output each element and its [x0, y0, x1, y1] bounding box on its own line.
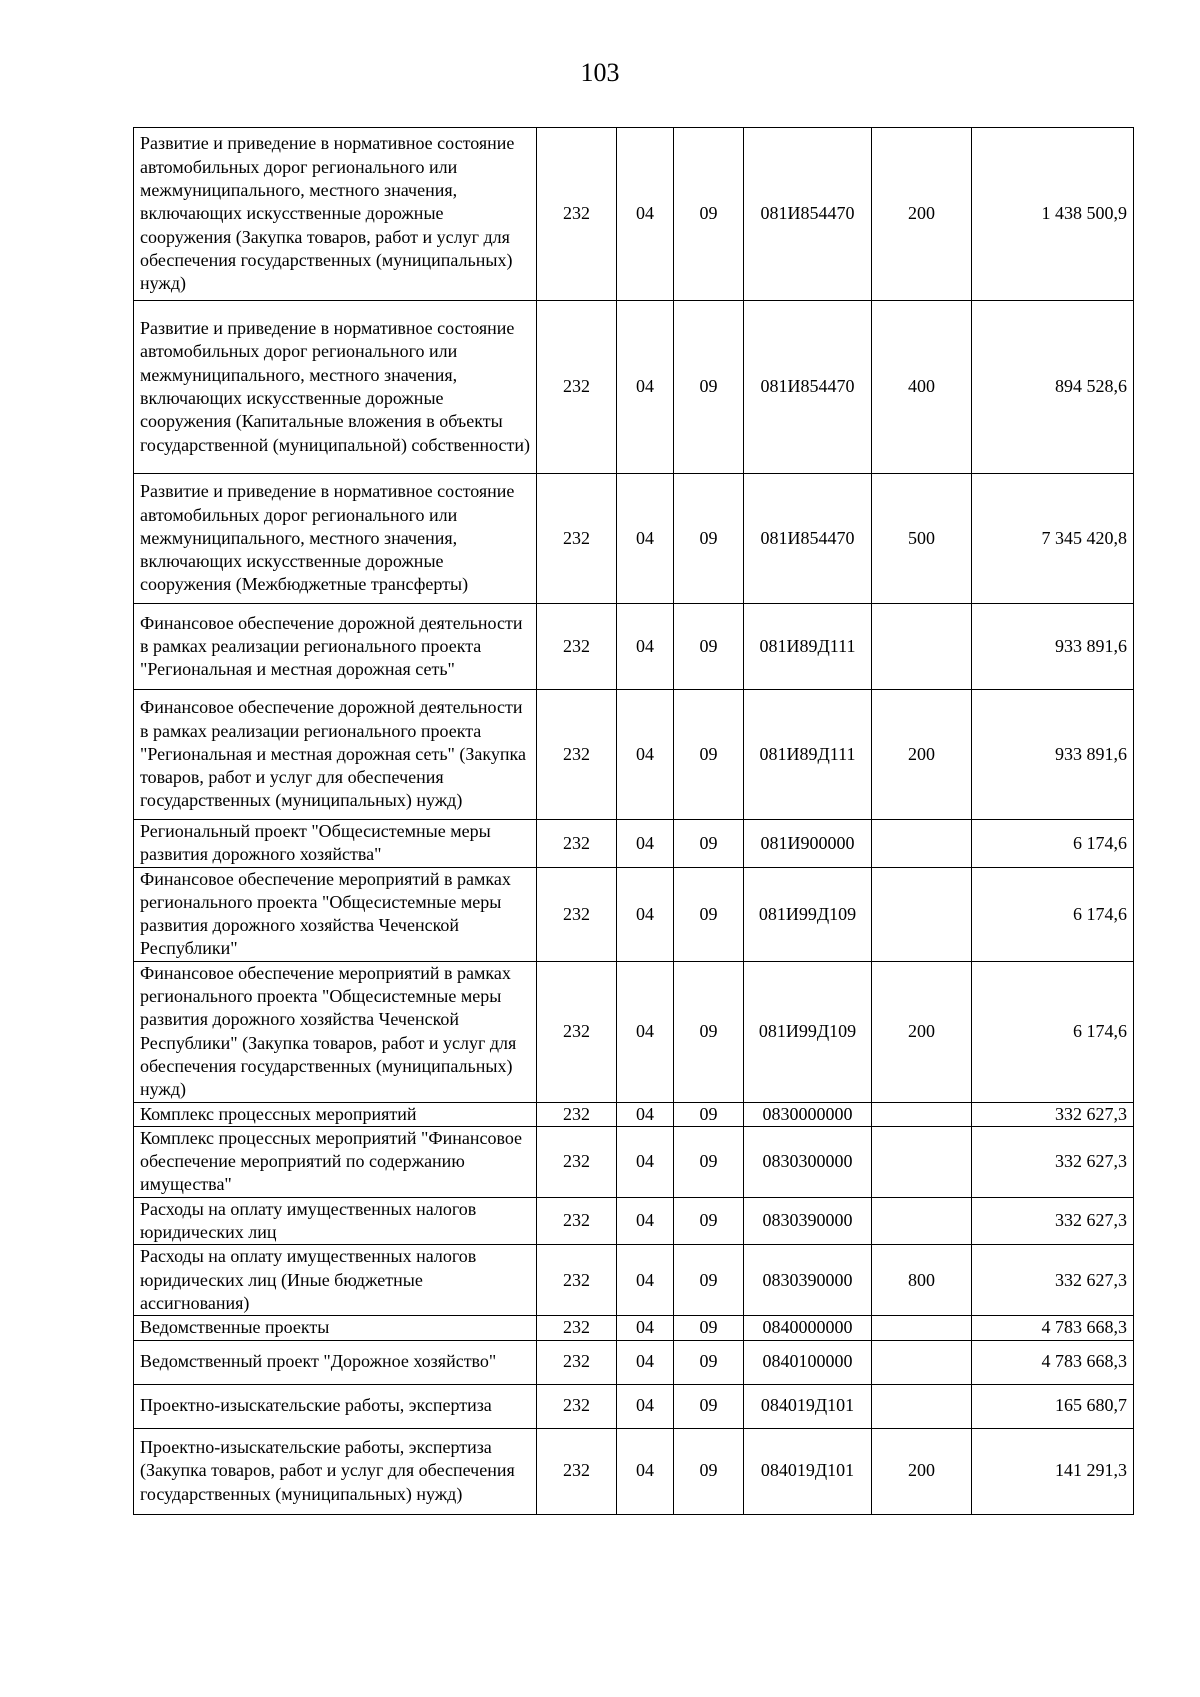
expense-name-cell: Развитие и приведение в нормативное состояние автомобильных дорог регионального или межмуниципального, местного значения, включающих искусственные дорожные сооружения (Капитальные вложения в объекты государственной (муниципальной) собственности)	[134, 301, 537, 474]
target-article-cell: 0840000000	[744, 1316, 872, 1340]
section-code-cell: 04	[617, 301, 674, 474]
target-article-cell: 081И89Д111	[744, 604, 872, 690]
expense-type-cell: 200	[872, 961, 972, 1102]
subsection-code-cell: 09	[674, 474, 744, 604]
section-code-cell: 04	[617, 1428, 674, 1514]
section-code-cell: 04	[617, 867, 674, 961]
target-article-cell: 081И854470	[744, 128, 872, 301]
table-row	[134, 1126, 1134, 1197]
table-row	[134, 1197, 1134, 1245]
expense-type-cell	[872, 820, 972, 868]
target-article-cell: 081И89Д111	[744, 690, 872, 820]
ministry-code-cell: 232	[537, 1197, 617, 1245]
table-row	[134, 474, 1134, 604]
expense-name-cell: Ведомственный проект "Дорожное хозяйство"	[134, 1340, 537, 1384]
expense-name-cell: Проектно-изыскательские работы, экспертиза (Закупка товаров, работ и услуг для обеспечения государственных (муниципальных) нужд)	[134, 1428, 537, 1514]
expense-type-cell: 200	[872, 1428, 972, 1514]
subsection-code-cell: 09	[674, 1340, 744, 1384]
section-code-cell: 04	[617, 1197, 674, 1245]
expense-type-cell	[872, 1102, 972, 1126]
table-row	[134, 128, 1134, 301]
subsection-code-cell: 09	[674, 1197, 744, 1245]
section-code-cell: 04	[617, 820, 674, 868]
target-article-cell: 081И854470	[744, 301, 872, 474]
expense-type-cell: 200	[872, 128, 972, 301]
expense-name-cell: Расходы на оплату имущественных налогов юридических лиц (Иные бюджетные ассигнования)	[134, 1245, 537, 1316]
amount-cell: 1 438 500,9	[972, 128, 1134, 301]
ministry-code-cell: 232	[537, 961, 617, 1102]
section-code-cell: 04	[617, 1340, 674, 1384]
subsection-code-cell: 09	[674, 301, 744, 474]
table-row	[134, 1102, 1134, 1126]
table-row	[134, 820, 1134, 868]
table-row	[134, 1245, 1134, 1316]
expense-name-cell: Развитие и приведение в нормативное состояние автомобильных дорог регионального или межмуниципального, местного значения, включающих искусственные дорожные сооружения (Межбюджетные трансферты)	[134, 474, 537, 604]
expense-type-cell	[872, 1316, 972, 1340]
target-article-cell: 0830390000	[744, 1245, 872, 1316]
subsection-code-cell: 09	[674, 867, 744, 961]
ministry-code-cell: 232	[537, 820, 617, 868]
expense-name-cell: Расходы на оплату имущественных налогов юридических лиц	[134, 1197, 537, 1245]
amount-cell: 6 174,6	[972, 867, 1134, 961]
subsection-code-cell: 09	[674, 961, 744, 1102]
expense-name-cell: Комплекс процессных мероприятий "Финансовое обеспечение мероприятий по содержанию имущества"	[134, 1126, 537, 1197]
section-code-cell: 04	[617, 128, 674, 301]
ministry-code-cell: 232	[537, 128, 617, 301]
amount-cell: 4 783 668,3	[972, 1340, 1134, 1384]
expense-name-cell: Финансовое обеспечение мероприятий в рамках регионального проекта "Общесистемные меры развития дорожного хозяйства Чеченской Республики"	[134, 867, 537, 961]
section-code-cell: 04	[617, 690, 674, 820]
subsection-code-cell: 09	[674, 128, 744, 301]
table-row	[134, 1316, 1134, 1340]
table-body	[134, 128, 1134, 1515]
expense-type-cell: 400	[872, 301, 972, 474]
ministry-code-cell: 232	[537, 1102, 617, 1126]
subsection-code-cell: 09	[674, 820, 744, 868]
ministry-code-cell: 232	[537, 1428, 617, 1514]
subsection-code-cell: 09	[674, 1428, 744, 1514]
amount-cell: 7 345 420,8	[972, 474, 1134, 604]
expense-name-cell: Региональный проект "Общесистемные меры развития дорожного хозяйства"	[134, 820, 537, 868]
amount-cell: 165 680,7	[972, 1384, 1134, 1428]
expense-type-cell: 500	[872, 474, 972, 604]
table-row	[134, 1428, 1134, 1514]
target-article-cell: 0830000000	[744, 1102, 872, 1126]
section-code-cell: 04	[617, 1102, 674, 1126]
target-article-cell: 081И900000	[744, 820, 872, 868]
expense-type-cell	[872, 867, 972, 961]
subsection-code-cell: 09	[674, 1245, 744, 1316]
amount-cell: 933 891,6	[972, 604, 1134, 690]
ministry-code-cell: 232	[537, 1245, 617, 1316]
section-code-cell: 04	[617, 1126, 674, 1197]
target-article-cell: 081И99Д109	[744, 961, 872, 1102]
amount-cell: 332 627,3	[972, 1126, 1134, 1197]
expense-name-cell: Финансовое обеспечение мероприятий в рамках регионального проекта "Общесистемные меры развития дорожного хозяйства Чеченской Республики" (Закупка товаров, работ и услуг для обеспечения государственных (муниципальных) нужд)	[134, 961, 537, 1102]
amount-cell: 6 174,6	[972, 961, 1134, 1102]
ministry-code-cell: 232	[537, 1340, 617, 1384]
ministry-code-cell: 232	[537, 301, 617, 474]
amount-cell: 6 174,6	[972, 820, 1134, 868]
target-article-cell: 081И99Д109	[744, 867, 872, 961]
amount-cell: 4 783 668,3	[972, 1316, 1134, 1340]
amount-cell: 332 627,3	[972, 1102, 1134, 1126]
expense-type-cell: 200	[872, 690, 972, 820]
amount-cell: 332 627,3	[972, 1197, 1134, 1245]
budget-table	[133, 127, 1134, 1515]
expense-type-cell	[872, 1126, 972, 1197]
expense-type-cell	[872, 604, 972, 690]
ministry-code-cell: 232	[537, 604, 617, 690]
table-row	[134, 867, 1134, 961]
amount-cell: 933 891,6	[972, 690, 1134, 820]
target-article-cell: 0840100000	[744, 1340, 872, 1384]
ministry-code-cell: 232	[537, 1126, 617, 1197]
ministry-code-cell: 232	[537, 1384, 617, 1428]
target-article-cell: 081И854470	[744, 474, 872, 604]
section-code-cell: 04	[617, 1316, 674, 1340]
subsection-code-cell: 09	[674, 1316, 744, 1340]
table-row	[134, 301, 1134, 474]
ministry-code-cell: 232	[537, 474, 617, 604]
expense-name-cell: Комплекс процессных мероприятий	[134, 1102, 537, 1126]
expense-type-cell: 800	[872, 1245, 972, 1316]
amount-cell: 332 627,3	[972, 1245, 1134, 1316]
table-row	[134, 604, 1134, 690]
table-row	[134, 961, 1134, 1102]
subsection-code-cell: 09	[674, 1126, 744, 1197]
amount-cell: 141 291,3	[972, 1428, 1134, 1514]
expense-name-cell: Ведомственные проекты	[134, 1316, 537, 1340]
expense-type-cell	[872, 1197, 972, 1245]
subsection-code-cell: 09	[674, 1102, 744, 1126]
table-row	[134, 1384, 1134, 1428]
section-code-cell: 04	[617, 1384, 674, 1428]
target-article-cell: 0830390000	[744, 1197, 872, 1245]
page-number: 103	[580, 58, 620, 87]
ministry-code-cell: 232	[537, 1316, 617, 1340]
amount-cell: 894 528,6	[972, 301, 1134, 474]
section-code-cell: 04	[617, 474, 674, 604]
target-article-cell: 0830300000	[744, 1126, 872, 1197]
expense-name-cell: Финансовое обеспечение дорожной деятельности в рамках реализации регионального проекта "Региональная и местная дорожная сеть"	[134, 604, 537, 690]
ministry-code-cell: 232	[537, 690, 617, 820]
ministry-code-cell: 232	[537, 867, 617, 961]
expense-type-cell	[872, 1384, 972, 1428]
subsection-code-cell: 09	[674, 690, 744, 820]
subsection-code-cell: 09	[674, 1384, 744, 1428]
target-article-cell: 084019Д101	[744, 1428, 872, 1514]
subsection-code-cell: 09	[674, 604, 744, 690]
target-article-cell: 084019Д101	[744, 1384, 872, 1428]
section-code-cell: 04	[617, 1245, 674, 1316]
expense-type-cell	[872, 1340, 972, 1384]
section-code-cell: 04	[617, 961, 674, 1102]
expense-name-cell: Финансовое обеспечение дорожной деятельности в рамках реализации регионального проекта "Региональная и местная дорожная сеть" (Закупка товаров, работ и услуг для обеспечения государственных (муниципальных) нужд)	[134, 690, 537, 820]
section-code-cell: 04	[617, 604, 674, 690]
table-row	[134, 1340, 1134, 1384]
table-row	[134, 690, 1134, 820]
expense-name-cell: Развитие и приведение в нормативное состояние автомобильных дорог регионального или межмуниципального, местного значения, включающих искусственные дорожные сооружения (Закупка товаров, работ и услуг для обеспечения государственных (муниципальных) нужд)	[134, 128, 537, 301]
expense-name-cell: Проектно-изыскательские работы, экспертиза	[134, 1384, 537, 1428]
